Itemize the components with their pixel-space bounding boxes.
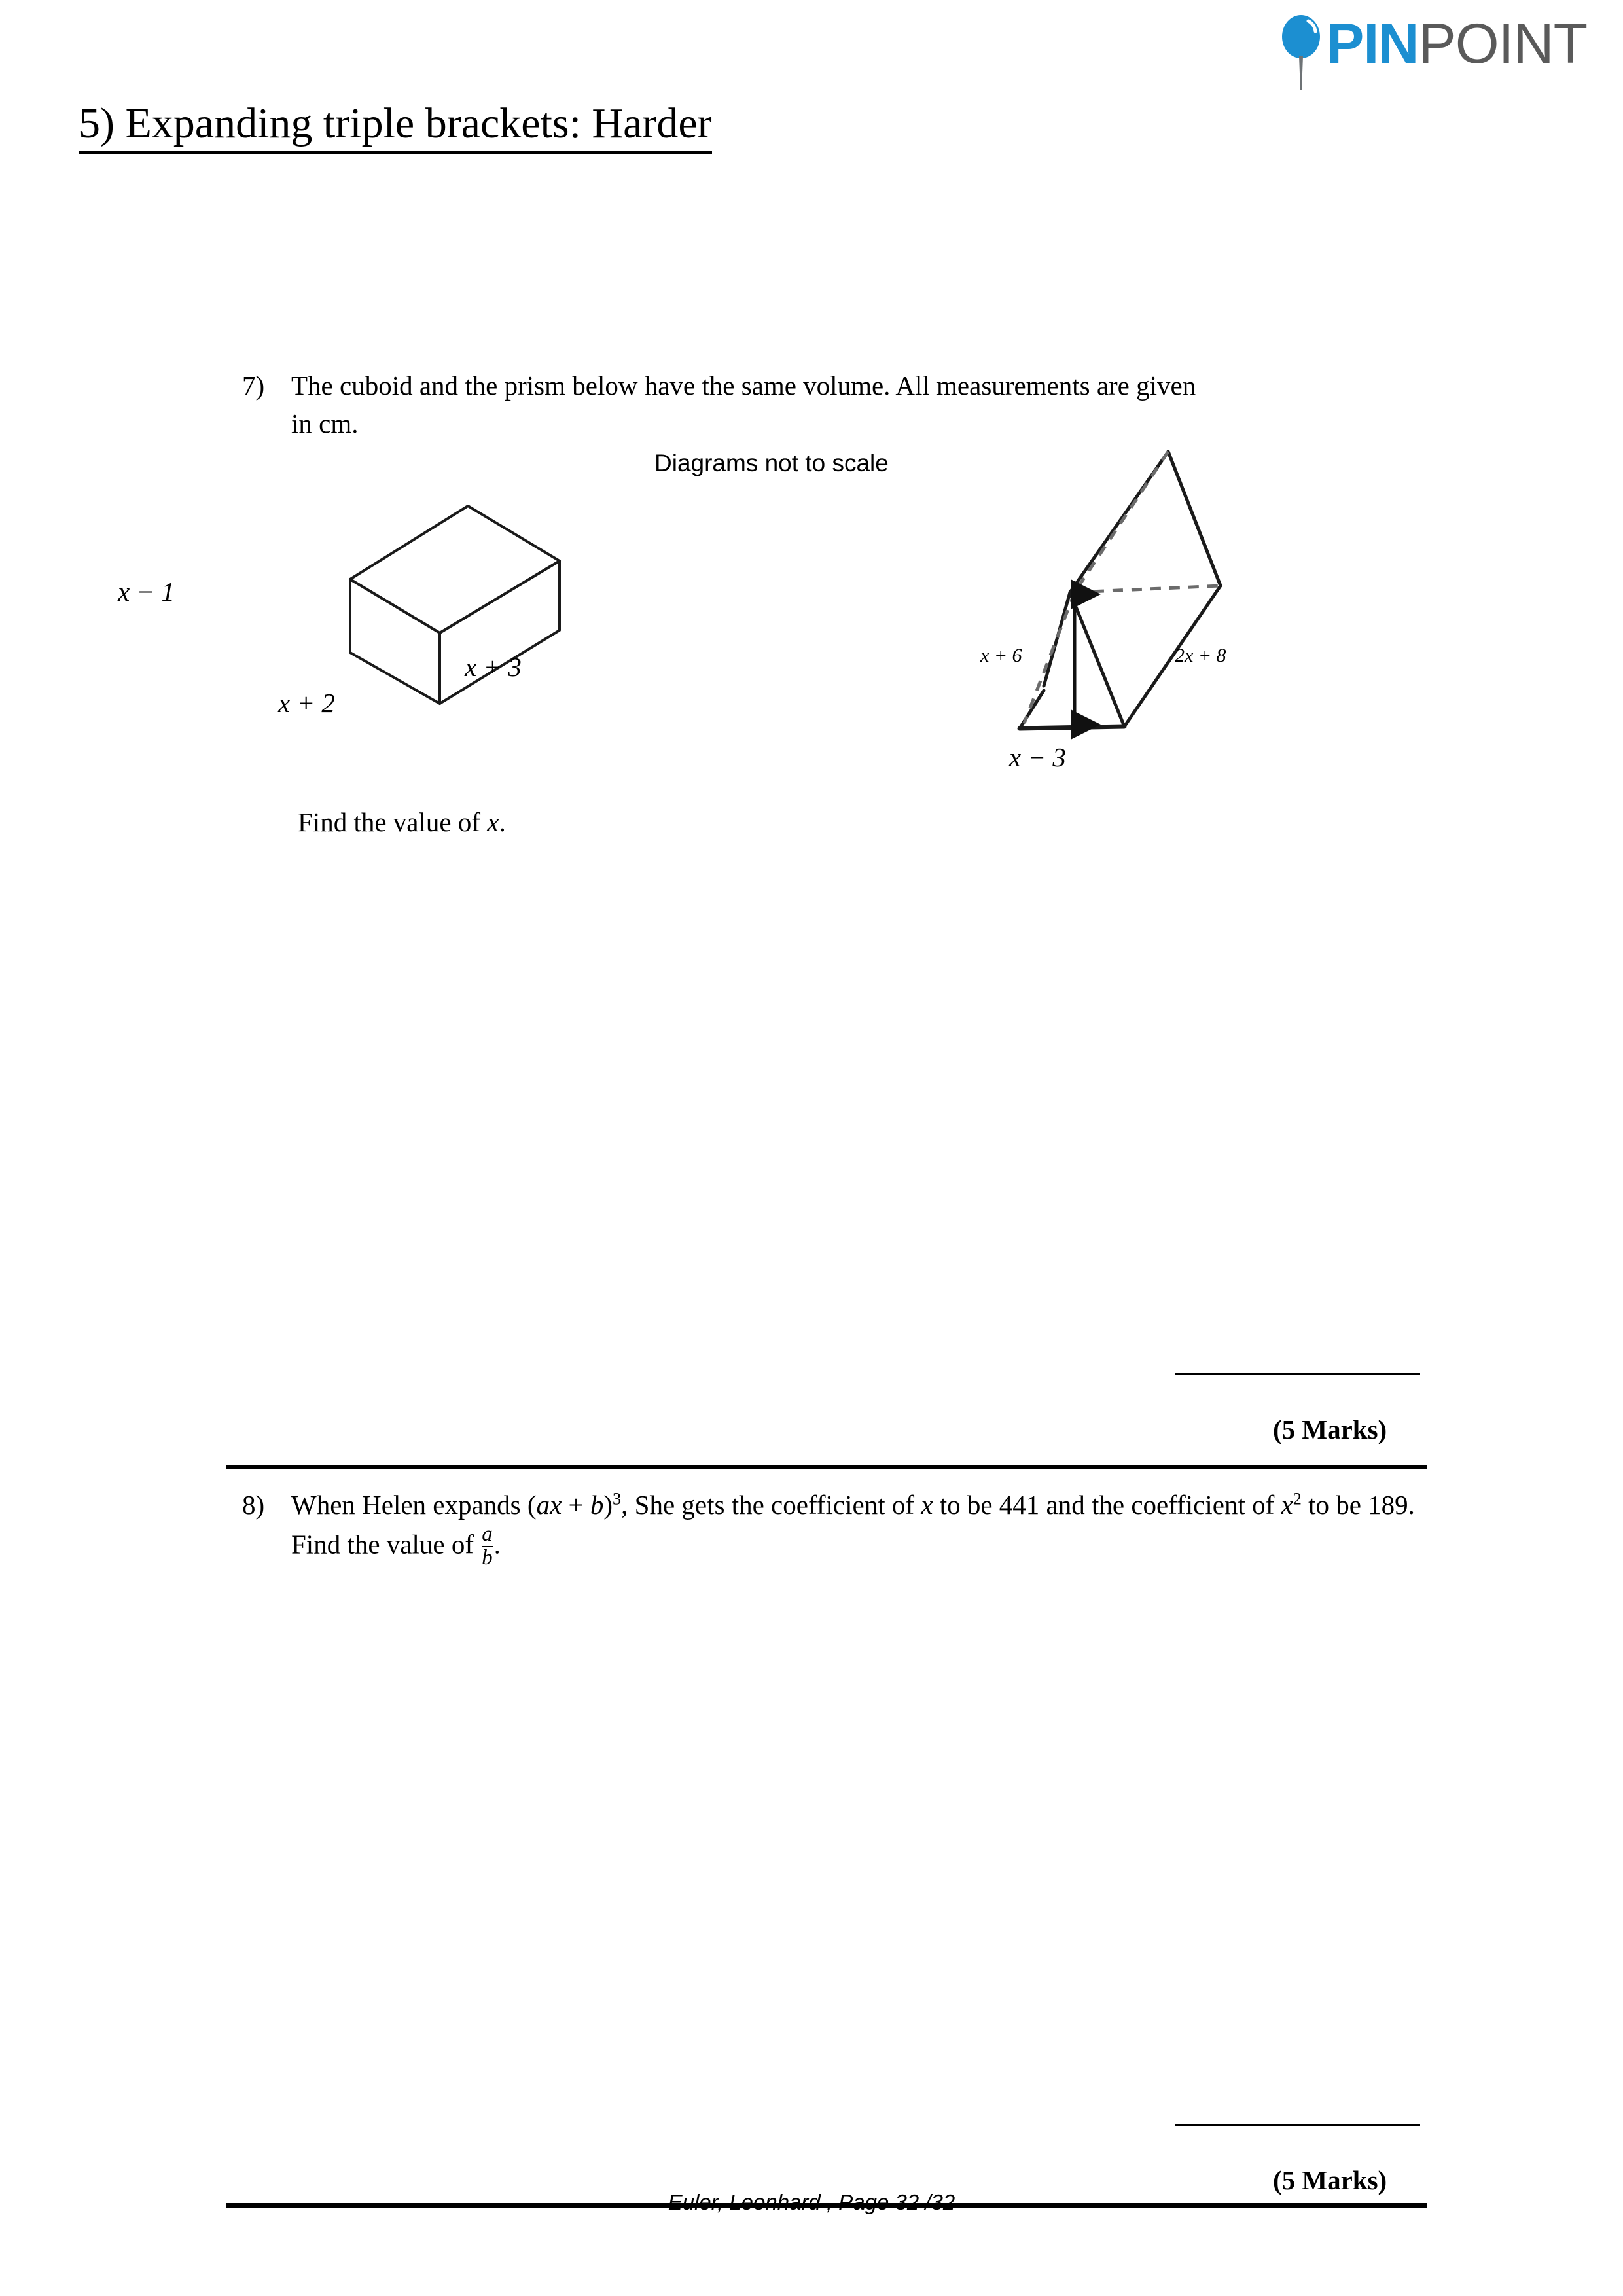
q8-text-a: When Helen expands	[291, 1490, 527, 1520]
question-8-text	[291, 1486, 1427, 1570]
q8-text-d: to be 189. Find the value of	[291, 1490, 1415, 1560]
q8-coef-b: b	[590, 1490, 604, 1520]
q8-fraction-denominator: b	[482, 1545, 493, 1570]
cuboid-side-label: x + 3	[465, 652, 522, 682]
q8-var-x: x	[550, 1490, 562, 1520]
q8-var-x2: x	[921, 1490, 933, 1520]
footer-caption: Euler, Leonhard , Page 32 /32	[668, 2190, 955, 2214]
q8-plus: +	[562, 1490, 590, 1520]
question-7-line1: The cuboid and the prism below have the same volume. All measurements are given	[291, 370, 1196, 401]
answer-line-q8[interactable]	[1175, 2124, 1420, 2126]
q8-paren-open: (	[527, 1490, 537, 1520]
marks-q8: (5 Marks)	[1273, 2165, 1387, 2195]
page-title: 5) Expanding triple brackets: Harder	[79, 99, 712, 154]
find-value-text: Find the value of	[298, 807, 488, 837]
question-8-number: 8)	[242, 1490, 265, 1520]
logo-wordmark	[1327, 12, 1588, 75]
logo-point-text: POINT	[1418, 12, 1588, 75]
question-7-prompt	[298, 806, 506, 838]
q8-fraction-a-over-b	[482, 1524, 492, 1570]
find-value-variable: x	[487, 807, 499, 837]
q8-coef-a: a	[536, 1490, 550, 1520]
logo-pin-text: PIN	[1327, 12, 1419, 75]
answer-line-q7[interactable]	[1175, 1373, 1420, 1375]
q8-fraction-numerator: a	[482, 1522, 493, 1547]
q8-text-e: .	[493, 1529, 501, 1560]
q8-text-c: to be 441 and the coefficient of	[933, 1490, 1281, 1520]
map-pin-icon	[1279, 12, 1325, 90]
marks-q7: (5 Marks)	[1273, 1414, 1387, 1444]
triangular-prism-diagram	[975, 429, 1283, 795]
prism-height-label: x + 6	[980, 645, 1022, 666]
cuboid-diagram	[118, 488, 615, 723]
question-8	[242, 1486, 1427, 1570]
q8-exponent-2: 2	[1293, 1489, 1302, 1509]
question-7-number: 7)	[242, 370, 265, 401]
q8-text-b: , She gets the coefficient of	[621, 1490, 921, 1520]
prism-shape	[975, 429, 1283, 795]
q8-paren-close: )	[603, 1490, 613, 1520]
cuboid-front-label: x + 2	[278, 688, 335, 718]
prism-base-label: x − 3	[1009, 742, 1066, 772]
cuboid-height-label: x − 1	[118, 577, 175, 607]
question-divider	[226, 1465, 1427, 1469]
prism-length-label: 2x + 8	[1175, 645, 1226, 666]
pinpoint-logo	[1279, 7, 1607, 92]
find-value-period: .	[499, 807, 506, 837]
q8-var-x3: x	[1281, 1490, 1293, 1520]
question-7-line2: in cm.	[291, 408, 359, 439]
diagrams-not-to-scale-note: Diagrams not to scale	[654, 450, 889, 476]
q8-exponent-3: 3	[613, 1489, 622, 1509]
